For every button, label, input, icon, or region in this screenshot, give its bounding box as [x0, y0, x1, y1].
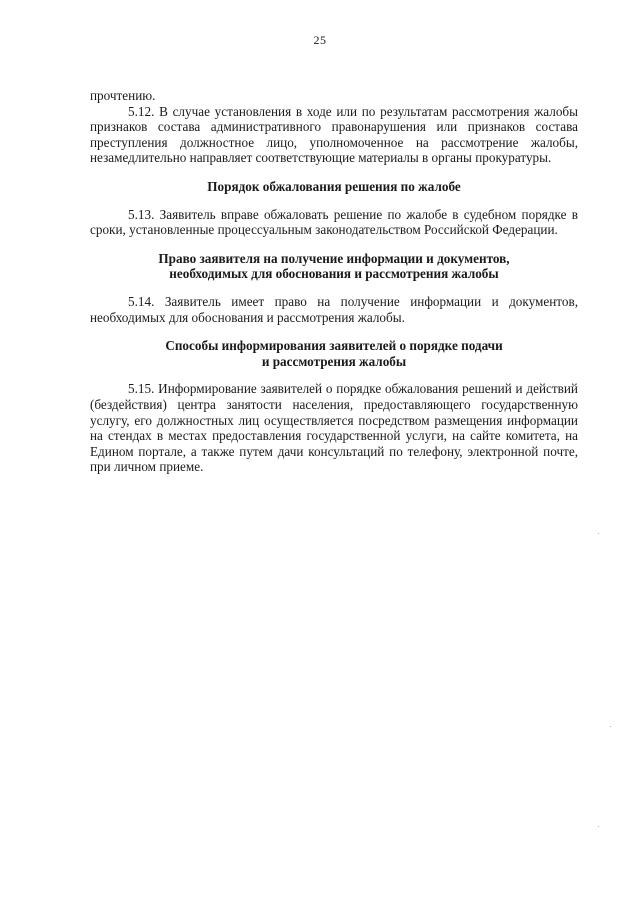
heading-right-to-information-line-1: Право заявителя на получение информации и документов,	[158, 250, 510, 266]
heading-informing-methods-line-2: и рассмотрения жалобы	[261, 353, 407, 369]
page-number: 25	[313, 33, 327, 47]
scan-speck	[598, 533, 599, 534]
heading-informing-methods-line-1: Способы информирования заявителей о порядке подачи	[165, 338, 503, 354]
paragraph-5-12: 5.12. В случае установления в ходе или по результатам рассмотрения жалобы признаков состава административного правонарушения или признаков состава преступления должностное лицо, уполномоченное на рассмотрение жалобы, незамедлительно направляет соответствующие материалы в органы прокуратуры.	[90, 103, 578, 166]
scan-speck	[598, 826, 599, 827]
paragraph-5-14: 5.14. Заявитель имеет право на получение информации и документов, необходимых для обоснования и рассмотрения жалобы.	[90, 293, 578, 325]
paragraph-5-15: 5.15. Информирование заявителей о порядке обжалования решений и действий (бездействия) центра занятости населения, предоставляющего государственную услугу, его должностных лиц осуществляется посредством размещения информации на стендах в местах предоставления государственной услуги, на сайте комитета, на Едином портале, а также путем дачи консультаций по телефону, электронной почте, при личном приеме.	[90, 381, 578, 475]
fragment-continuation: прочтению.	[90, 88, 156, 103]
document-body	[90, 88, 578, 475]
heading-appeal-procedure: Порядок обжалования решения по жалобе	[207, 178, 461, 194]
scan-speck	[610, 726, 611, 727]
heading-right-to-information-line-2: необходимых для обоснования и рассмотрения жалобы	[169, 266, 499, 282]
paragraph-5-13: 5.13. Заявитель вправе обжаловать решение по жалобе в судебном порядке в сроки, установленные процессуальным законодательством Российской Федерации.	[90, 206, 578, 238]
